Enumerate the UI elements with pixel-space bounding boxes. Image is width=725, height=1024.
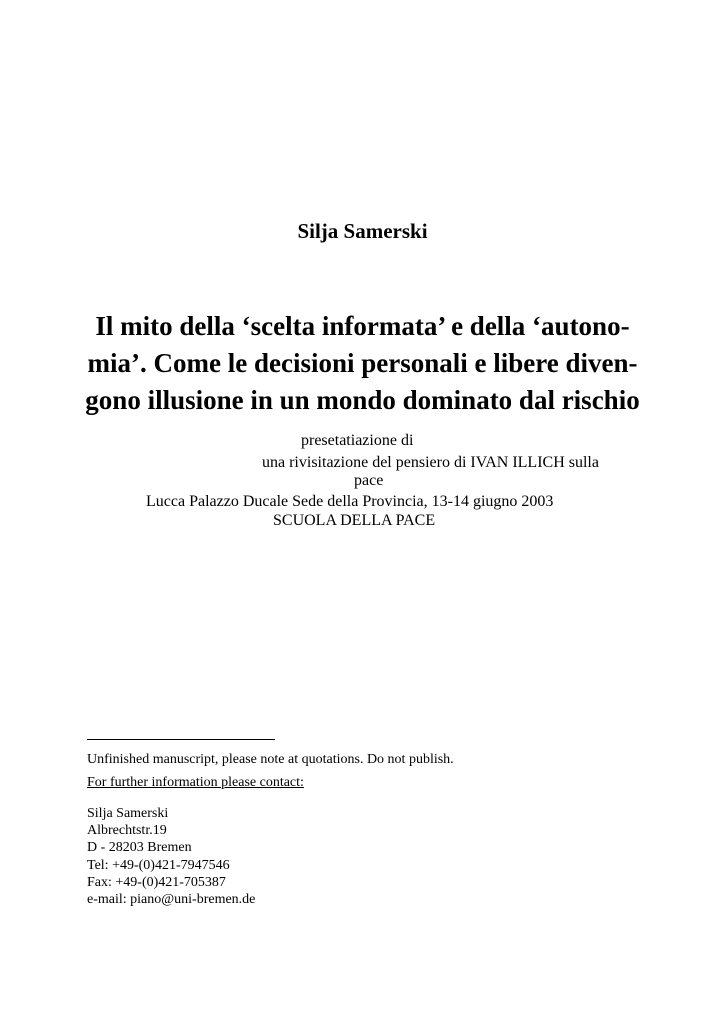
title-line: Il mito della ‘scelta informata’ e della ‘autono- — [95, 311, 630, 341]
contact-heading: For further information please contact: — [87, 775, 304, 790]
title-line: mia’. Come le decisioni personali e libere diven- — [87, 348, 638, 378]
subtitle-presentation: presetatiazione di — [301, 432, 414, 449]
contact-email: e-mail: piano@uni-bremen.de — [87, 892, 256, 908]
subtitle-organizer: SCUOLA DELLA PACE — [273, 512, 436, 529]
subtitle-event-name: una rivisitazione del pensiero di IVAN ILLICH sulla — [262, 454, 599, 471]
contact-fax: Fax: +49-(0)421-705387 — [87, 874, 226, 890]
manuscript-notice: Unfinished manuscript, please note at quotations. Do not publish. — [87, 752, 454, 767]
document-title — [0, 308, 725, 419]
subtitle-event-name-cont: pace — [354, 472, 384, 489]
title-line: gono illusione in un mondo dominato dal rischio — [85, 385, 640, 415]
author-name: Silja Samerski — [297, 219, 428, 243]
subtitle-venue-date: Lucca Palazzo Ducale Sede della Provincia, 13-14 giugno 2003 — [146, 493, 554, 510]
contact-block — [87, 805, 255, 908]
contact-street: Albrechtstr.19 — [87, 823, 167, 839]
contact-name: Silja Samerski — [87, 806, 169, 821]
contact-city: D - 28203 Bremen — [87, 840, 192, 856]
contact-phone: Tel: +49-(0)421-7947546 — [87, 857, 230, 873]
footnote-divider — [87, 739, 275, 740]
